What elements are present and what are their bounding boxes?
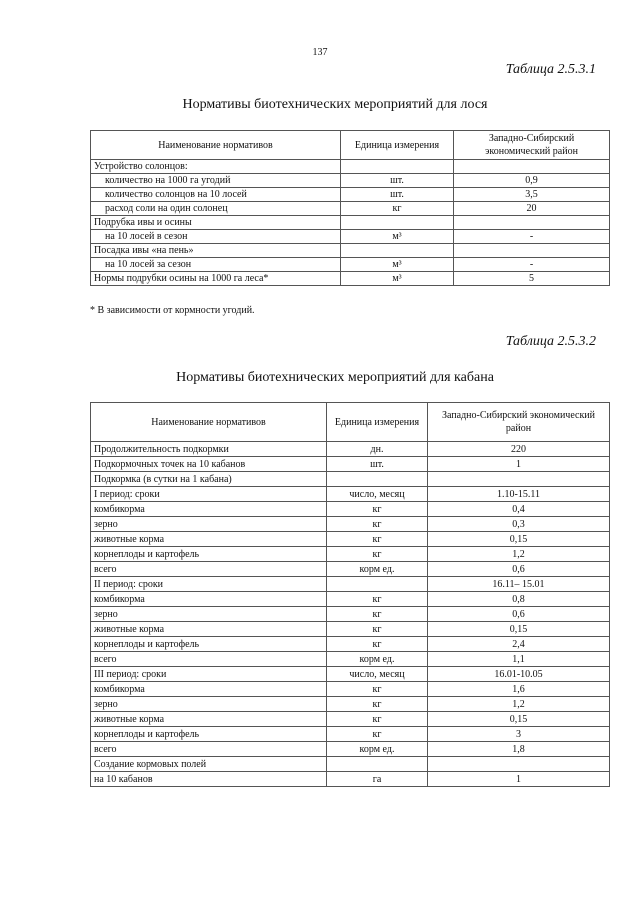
row-unit-cell: кг <box>327 532 428 547</box>
row-name-cell: животные корма <box>91 532 327 547</box>
table-row <box>91 487 610 502</box>
row-name-cell: III период: сроки <box>91 667 327 682</box>
table-row <box>91 622 610 637</box>
table-row <box>91 532 610 547</box>
row-unit-cell: корм ед. <box>327 652 428 667</box>
row-value-cell: 1,2 <box>428 697 610 712</box>
row-unit-cell: кг <box>327 682 428 697</box>
row-name-cell: I период: сроки <box>91 487 327 502</box>
row-value-cell: 220 <box>428 442 610 457</box>
row-value-cell: 0,6 <box>428 562 610 577</box>
row-value-cell: 20 <box>454 202 610 216</box>
table2-header-region: Западно-Сибирский экономический район <box>428 403 610 442</box>
table1-header-row <box>91 131 610 160</box>
row-unit-cell: шт. <box>341 188 454 202</box>
row-value-cell: 1.10-15.11 <box>428 487 610 502</box>
row-name-cell: комбикорма <box>91 592 327 607</box>
row-unit-cell <box>341 244 454 258</box>
row-name-cell: Посадка ивы «на пень» <box>91 244 341 258</box>
row-name-cell: корнеплоды и картофель <box>91 727 327 742</box>
row-value-cell: 1 <box>428 457 610 472</box>
row-name-cell: зерно <box>91 517 327 532</box>
table-row <box>91 667 610 682</box>
row-unit-cell: кг <box>327 727 428 742</box>
row-value-cell: 0,3 <box>428 517 610 532</box>
table-row <box>91 472 610 487</box>
row-name-cell: комбикорма <box>91 682 327 697</box>
row-unit-cell: корм ед. <box>327 562 428 577</box>
row-name-cell: зерно <box>91 697 327 712</box>
table-row <box>91 202 610 216</box>
row-name-cell: всего <box>91 562 327 577</box>
row-unit-cell: га <box>327 772 428 787</box>
page-number: 137 <box>312 47 328 58</box>
row-value-cell: 0,6 <box>428 607 610 622</box>
row-value-cell: 1,6 <box>428 682 610 697</box>
row-unit-cell: кг <box>327 592 428 607</box>
table-row <box>91 592 610 607</box>
row-value-cell: 0,15 <box>428 712 610 727</box>
row-unit-cell <box>327 472 428 487</box>
row-name-cell: животные корма <box>91 712 327 727</box>
row-name-cell: Устройство солонцов: <box>91 160 341 174</box>
table-row <box>91 607 610 622</box>
boar-norms-table <box>90 402 610 787</box>
row-name-cell: Создание кормовых полей <box>91 757 327 772</box>
row-name-cell: количество на 1000 га угодий <box>91 174 341 188</box>
row-unit-cell <box>327 577 428 592</box>
table2-header-row <box>91 403 610 442</box>
table-row <box>91 682 610 697</box>
moose-norms-table <box>90 130 610 286</box>
row-value-cell: 1,2 <box>428 547 610 562</box>
row-value-cell <box>428 757 610 772</box>
table-row <box>91 216 610 230</box>
table1-header-unit: Единица измерения <box>341 131 454 160</box>
row-unit-cell: м³ <box>341 258 454 272</box>
table-row <box>91 244 610 258</box>
row-unit-cell: кг <box>327 517 428 532</box>
table-row <box>91 562 610 577</box>
row-unit-cell: кг <box>341 202 454 216</box>
table1-header-region: Западно-Сибирский экономический район <box>454 131 610 160</box>
row-value-cell <box>454 160 610 174</box>
row-unit-cell: кг <box>327 607 428 622</box>
row-value-cell: 0,4 <box>428 502 610 517</box>
table-row <box>91 742 610 757</box>
table-row <box>91 442 610 457</box>
row-name-cell: на 10 лосей за сезон <box>91 258 341 272</box>
table2-caption: Таблица 2.5.3.2 <box>505 334 596 349</box>
table1-footnote: * В зависимости от кормности угодий. <box>90 305 255 316</box>
table-row <box>91 757 610 772</box>
row-value-cell: 0,15 <box>428 532 610 547</box>
table-row <box>91 772 610 787</box>
row-name-cell: количество солонцов на 10 лосей <box>91 188 341 202</box>
row-name-cell: корнеплоды и картофель <box>91 637 327 652</box>
row-unit-cell: дн. <box>327 442 428 457</box>
row-name-cell: комбикорма <box>91 502 327 517</box>
row-value-cell <box>454 244 610 258</box>
row-name-cell: Продолжительность подкормки <box>91 442 327 457</box>
row-name-cell: расход соли на один солонец <box>91 202 341 216</box>
row-value-cell: 1 <box>428 772 610 787</box>
row-name-cell: на 10 кабанов <box>91 772 327 787</box>
row-value-cell: - <box>454 230 610 244</box>
row-name-cell: корнеплоды и картофель <box>91 547 327 562</box>
row-unit-cell: шт. <box>327 457 428 472</box>
table-row <box>91 230 610 244</box>
row-name-cell: Подкормочных точек на 10 кабанов <box>91 457 327 472</box>
table-row <box>91 727 610 742</box>
row-value-cell <box>428 472 610 487</box>
table2-header-name: Наименование нормативов <box>91 403 327 442</box>
row-value-cell: 2,4 <box>428 637 610 652</box>
row-value-cell: 5 <box>454 272 610 286</box>
row-unit-cell: число, месяц <box>327 667 428 682</box>
table-row <box>91 174 610 188</box>
row-value-cell <box>454 216 610 230</box>
table1-header-name: Наименование нормативов <box>91 131 341 160</box>
table-row <box>91 637 610 652</box>
table-row <box>91 188 610 202</box>
row-name-cell: на 10 лосей в сезон <box>91 230 341 244</box>
table-row <box>91 160 610 174</box>
row-value-cell: 1,1 <box>428 652 610 667</box>
row-name-cell: Нормы подрубки осины на 1000 га леса* <box>91 272 341 286</box>
table-row <box>91 517 610 532</box>
row-unit-cell: кг <box>327 712 428 727</box>
row-unit-cell: число, месяц <box>327 487 428 502</box>
table-row <box>91 258 610 272</box>
row-name-cell: всего <box>91 652 327 667</box>
row-unit-cell: м³ <box>341 230 454 244</box>
table-row <box>91 272 610 286</box>
row-value-cell: 3,5 <box>454 188 610 202</box>
table-row <box>91 502 610 517</box>
row-name-cell: животные корма <box>91 622 327 637</box>
table-row <box>91 547 610 562</box>
row-value-cell: 3 <box>428 727 610 742</box>
row-unit-cell: м³ <box>341 272 454 286</box>
row-value-cell: 1,8 <box>428 742 610 757</box>
table-row <box>91 712 610 727</box>
row-value-cell: 0,15 <box>428 622 610 637</box>
row-unit-cell: кг <box>327 637 428 652</box>
row-value-cell: 16.11– 15.01 <box>428 577 610 592</box>
table1-caption: Таблица 2.5.3.1 <box>505 62 596 77</box>
row-name-cell: Подрубка ивы и осины <box>91 216 341 230</box>
row-unit-cell: кг <box>327 697 428 712</box>
row-unit-cell <box>341 216 454 230</box>
table2-title: Нормативы биотехнических мероприятий для кабана <box>176 370 494 385</box>
table1-title: Нормативы биотехнических мероприятий для лося <box>182 97 488 112</box>
row-unit-cell <box>327 757 428 772</box>
row-unit-cell: кг <box>327 502 428 517</box>
table-row <box>91 652 610 667</box>
row-unit-cell: корм ед. <box>327 742 428 757</box>
row-value-cell: 0,9 <box>454 174 610 188</box>
row-name-cell: зерно <box>91 607 327 622</box>
row-name-cell: всего <box>91 742 327 757</box>
row-value-cell: 0,8 <box>428 592 610 607</box>
row-unit-cell: кг <box>327 622 428 637</box>
table-row <box>91 697 610 712</box>
row-unit-cell: кг <box>327 547 428 562</box>
table-row <box>91 577 610 592</box>
row-value-cell: - <box>454 258 610 272</box>
row-name-cell: Подкормка (в сутки на 1 кабана) <box>91 472 327 487</box>
table2-header-unit: Единица измерения <box>327 403 428 442</box>
row-value-cell: 16.01-10.05 <box>428 667 610 682</box>
row-unit-cell <box>341 160 454 174</box>
table-row <box>91 457 610 472</box>
row-name-cell: II период: сроки <box>91 577 327 592</box>
row-unit-cell: шт. <box>341 174 454 188</box>
